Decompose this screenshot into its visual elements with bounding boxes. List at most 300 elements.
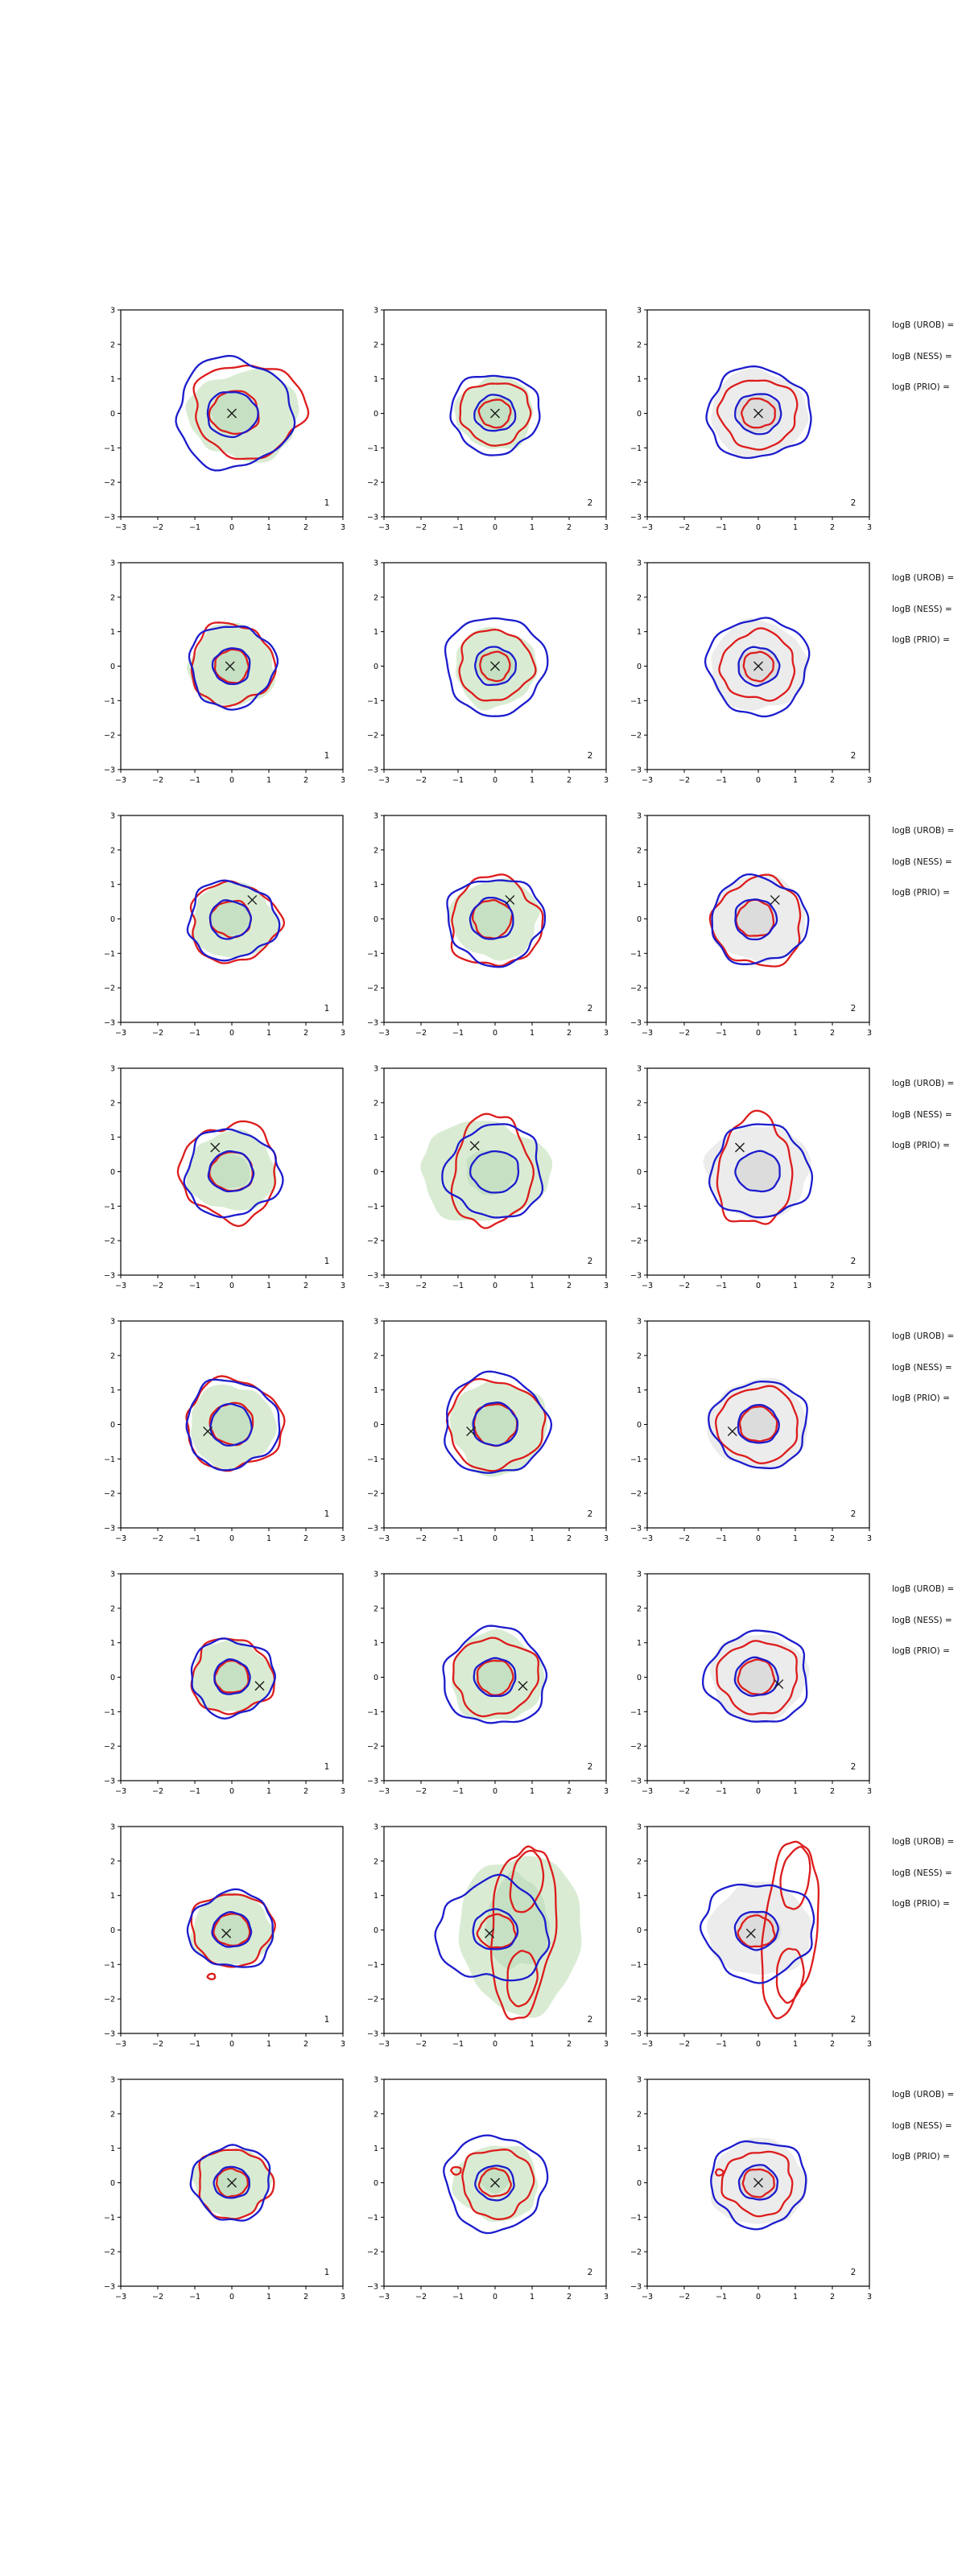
y-tick-label: −1 (103, 2213, 115, 2223)
x-tick-label: 0 (755, 1029, 762, 1038)
x-tick-label: −1 (452, 2040, 464, 2049)
y-tick-label: −2 (103, 2248, 115, 2257)
y-tick-label: 0 (636, 1168, 642, 1177)
y-tick-label: 3 (373, 1570, 378, 1579)
subplot-r3c2 (350, 809, 613, 1048)
y-tick-label: −1 (103, 1202, 115, 1212)
y-tick-label: 1 (636, 1386, 642, 1396)
x-tick-label: −3 (378, 776, 390, 785)
x-tick-label: −3 (114, 776, 127, 785)
x-tick-label: 3 (866, 2293, 873, 2301)
logB-annotation-row1-line3: logB (PRIO) = (892, 382, 950, 392)
logB-annotation-row4-line1: logB (UROB) = (892, 1079, 955, 1088)
logB-annotation-row8-line3: logB (PRIO) = (892, 2152, 950, 2161)
x-tick-label: −2 (678, 2040, 691, 2049)
x-tick-label: −1 (452, 1534, 464, 1543)
y-tick-label: 3 (109, 2075, 115, 2085)
y-tick-label: −1 (103, 696, 115, 706)
y-tick-label: 3 (636, 1064, 642, 1074)
x-tick-label: −2 (151, 1029, 164, 1038)
y-tick-label: −2 (366, 478, 378, 488)
x-tick-label: 3 (866, 776, 873, 785)
x-tick-label: 3 (340, 523, 346, 532)
subplot-r3c3 (613, 809, 876, 1048)
y-tick-label: −2 (366, 1742, 378, 1752)
x-tick-label: 3 (340, 2293, 346, 2301)
x-tick-label: −1 (715, 1534, 728, 1543)
x-tick-label: 2 (303, 2040, 309, 2049)
x-tick-label: −2 (151, 1787, 164, 1796)
y-tick-label: 3 (109, 306, 115, 316)
x-tick-label: −3 (378, 1534, 390, 1543)
x-tick-label: 0 (755, 1787, 762, 1796)
y-tick-label: 2 (636, 846, 642, 856)
y-tick-label: −2 (103, 1995, 115, 2004)
x-tick-label: 1 (266, 1029, 272, 1038)
x-tick-label: 2 (829, 1029, 836, 1038)
panel-index-label: 2 (850, 2268, 857, 2277)
y-tick-label: 2 (636, 1604, 642, 1614)
logB-annotation-row8-line1: logB (UROB) = (892, 2090, 955, 2099)
y-tick-label: −3 (103, 2029, 115, 2039)
y-tick-label: −2 (630, 1489, 642, 1499)
panel-index-label: 2 (587, 751, 593, 761)
x-tick-label: 2 (566, 1534, 572, 1543)
x-tick-label: −2 (415, 2293, 427, 2301)
x-tick-label: 3 (603, 1787, 609, 1796)
y-tick-label: 2 (109, 2110, 115, 2120)
y-tick-label: 2 (636, 1857, 642, 1867)
logB-annotation-row4-line3: logB (PRIO) = (892, 1141, 950, 1150)
y-tick-label: −1 (366, 1202, 378, 1212)
y-tick-label: −2 (366, 1995, 378, 2004)
x-tick-label: 2 (829, 776, 836, 785)
y-tick-label: 2 (373, 846, 378, 856)
y-tick-label: −3 (103, 766, 115, 775)
y-tick-label: 1 (373, 1133, 378, 1143)
x-tick-label: −1 (715, 1787, 728, 1796)
logB-annotation-row5-line2: logB (NESS) = (892, 1363, 952, 1373)
x-tick-label: 2 (566, 1787, 572, 1796)
x-tick-label: −3 (641, 1534, 654, 1543)
subplot-r4c3 (613, 1062, 876, 1301)
x-tick-label: 0 (755, 776, 762, 785)
x-tick-label: −1 (188, 1029, 201, 1038)
logB-annotation-row6-line2: logB (NESS) = (892, 1616, 952, 1625)
x-tick-label: 0 (755, 1534, 762, 1543)
x-tick-label: 3 (340, 1534, 346, 1543)
x-tick-label: 3 (866, 1534, 873, 1543)
subplot-r8c3 (613, 2073, 876, 2312)
x-tick-label: 0 (229, 2293, 235, 2301)
x-tick-label: −3 (378, 1029, 390, 1038)
logB-annotation-row5-line1: logB (UROB) = (892, 1331, 955, 1341)
x-tick-label: −1 (452, 1029, 464, 1038)
panel-index-label: 2 (587, 1004, 593, 1013)
subplot-r3c1 (87, 809, 349, 1048)
y-tick-label: −3 (630, 1524, 642, 1534)
y-tick-label: 0 (636, 1926, 642, 1935)
y-tick-label: 0 (109, 1421, 115, 1430)
y-tick-label: −1 (366, 444, 378, 453)
y-tick-label: 3 (373, 1317, 378, 1327)
y-tick-label: −3 (366, 1271, 378, 1281)
y-tick-label: 3 (636, 306, 642, 316)
x-tick-label: 3 (866, 523, 873, 532)
x-tick-label: 0 (755, 523, 762, 532)
logB-annotation-row4-line2: logB (NESS) = (892, 1110, 952, 1120)
x-tick-label: −3 (378, 1787, 390, 1796)
x-tick-label: 0 (229, 523, 235, 532)
x-tick-label: −2 (678, 2293, 691, 2301)
panel-index-label: 1 (324, 751, 330, 761)
x-tick-label: −3 (114, 2293, 127, 2301)
x-tick-label: 0 (492, 1534, 498, 1543)
y-tick-label: −2 (366, 2248, 378, 2257)
y-tick-label: 3 (636, 1317, 642, 1327)
x-tick-label: 3 (866, 1787, 873, 1796)
panel-index-label: 2 (850, 498, 857, 508)
x-tick-label: 3 (866, 1282, 873, 1290)
x-tick-label: 2 (303, 1029, 309, 1038)
x-tick-label: 2 (566, 2293, 572, 2301)
x-tick-label: 2 (829, 1282, 836, 1290)
y-tick-label: 2 (109, 1604, 115, 1614)
y-tick-label: 3 (636, 1823, 642, 1832)
y-tick-label: −3 (366, 513, 378, 522)
y-tick-label: −2 (103, 1742, 115, 1752)
y-tick-label: −3 (103, 1524, 115, 1534)
y-tick-label: −3 (103, 1271, 115, 1281)
panel-index-label: 2 (850, 1257, 857, 1266)
x-tick-label: 0 (492, 776, 498, 785)
x-tick-label: 3 (340, 1282, 346, 1290)
x-tick-label: 2 (829, 1787, 836, 1796)
x-tick-label: 1 (266, 2293, 272, 2301)
x-tick-label: 0 (492, 1787, 498, 1796)
x-tick-label: −1 (452, 2293, 464, 2301)
x-tick-label: 1 (792, 523, 799, 532)
logB-annotation-row2-line1: logB (UROB) = (892, 573, 955, 583)
y-tick-label: 2 (373, 1857, 378, 1867)
y-tick-label: 1 (373, 1386, 378, 1396)
logB-annotation-row7-line1: logB (UROB) = (892, 1837, 955, 1847)
x-tick-label: −2 (415, 523, 427, 532)
subplot-r8c2 (350, 2073, 613, 2312)
y-tick-label: 1 (373, 881, 378, 890)
x-tick-label: 3 (603, 1282, 609, 1290)
x-tick-label: −1 (715, 1282, 728, 1290)
y-tick-label: −1 (366, 696, 378, 706)
x-tick-label: 1 (792, 1029, 799, 1038)
x-tick-label: −1 (452, 523, 464, 532)
x-tick-label: 3 (603, 523, 609, 532)
y-tick-label: −2 (630, 1742, 642, 1752)
x-tick-label: −3 (641, 776, 654, 785)
y-tick-label: 1 (373, 2145, 378, 2154)
y-tick-label: −1 (630, 1202, 642, 1212)
x-tick-label: 0 (492, 523, 498, 532)
panel-index-label: 1 (324, 1004, 330, 1013)
x-tick-label: −3 (114, 523, 127, 532)
x-tick-label: −2 (678, 776, 691, 785)
x-tick-label: −3 (378, 2040, 390, 2049)
y-tick-label: 2 (373, 1352, 378, 1361)
y-tick-label: 2 (109, 1099, 115, 1108)
red-contour (208, 1974, 216, 1979)
y-tick-label: 0 (109, 663, 115, 671)
y-tick-label: −1 (103, 444, 115, 453)
y-tick-label: 0 (636, 663, 642, 671)
y-tick-label: 0 (636, 2179, 642, 2188)
x-tick-label: −3 (641, 1029, 654, 1038)
logB-annotation-row5-line3: logB (PRIO) = (892, 1393, 950, 1403)
y-tick-label: 0 (373, 1168, 378, 1177)
x-tick-label: 3 (603, 2040, 609, 2049)
y-tick-label: −2 (630, 731, 642, 741)
x-tick-label: 1 (792, 1787, 799, 1796)
y-tick-label: −3 (366, 1524, 378, 1534)
x-tick-label: 2 (303, 776, 309, 785)
y-tick-label: −2 (630, 2248, 642, 2257)
y-tick-label: 1 (373, 375, 378, 385)
x-tick-label: −3 (641, 1787, 654, 1796)
x-tick-label: −3 (378, 2293, 390, 2301)
y-tick-label: 1 (109, 2145, 115, 2154)
y-tick-label: −3 (630, 2029, 642, 2039)
y-tick-label: −2 (630, 1236, 642, 1246)
x-tick-label: 3 (340, 1787, 346, 1796)
y-tick-label: 2 (109, 593, 115, 603)
x-tick-label: −2 (415, 1534, 427, 1543)
x-tick-label: 2 (303, 2293, 309, 2301)
y-tick-label: 2 (373, 1099, 378, 1108)
y-tick-label: 3 (373, 559, 378, 568)
subplot-r6c1 (87, 1567, 349, 1806)
panel-index-label: 2 (587, 1762, 593, 1772)
x-tick-label: 3 (603, 1534, 609, 1543)
y-tick-label: 0 (373, 1926, 378, 1935)
x-tick-label: −2 (151, 2040, 164, 2049)
panel-index-label: 2 (587, 1509, 593, 1519)
y-tick-label: −1 (630, 1707, 642, 1717)
y-tick-label: 1 (109, 881, 115, 890)
x-tick-label: −2 (678, 523, 691, 532)
subplot-r7c3 (613, 1820, 876, 2059)
y-tick-label: −2 (366, 1236, 378, 1246)
logB-annotation-row8-line2: logB (NESS) = (892, 2121, 952, 2131)
x-tick-label: 3 (603, 776, 609, 785)
logB-annotation-row2-line3: logB (PRIO) = (892, 635, 950, 645)
x-tick-label: 2 (303, 1534, 309, 1543)
y-tick-label: −2 (103, 984, 115, 993)
x-tick-label: −3 (114, 2040, 127, 2049)
subplot-r1c3 (613, 303, 876, 543)
y-tick-label: −3 (630, 2282, 642, 2292)
y-tick-label: 3 (109, 1570, 115, 1579)
y-tick-label: −3 (366, 2282, 378, 2292)
x-tick-label: 0 (229, 1787, 235, 1796)
x-tick-label: 1 (792, 1534, 799, 1543)
y-tick-label: 0 (373, 915, 378, 924)
y-tick-label: −1 (366, 1960, 378, 1970)
y-tick-label: 2 (109, 1352, 115, 1361)
subplot-r7c1 (87, 1820, 349, 2059)
y-tick-label: −1 (103, 1707, 115, 1717)
subplot-r5c2 (350, 1315, 613, 1554)
y-tick-label: −2 (630, 1995, 642, 2004)
x-tick-label: 0 (755, 2040, 762, 2049)
x-tick-label: −2 (415, 776, 427, 785)
y-tick-label: −3 (630, 766, 642, 775)
subplot-r2c2 (350, 556, 613, 795)
x-tick-label: 2 (566, 1029, 572, 1038)
x-tick-label: 3 (340, 776, 346, 785)
x-tick-label: −1 (452, 1282, 464, 1290)
subplot-r7c2 (350, 1820, 613, 2059)
x-tick-label: −1 (452, 776, 464, 785)
y-tick-label: 2 (109, 341, 115, 350)
y-tick-label: −3 (103, 513, 115, 522)
y-tick-label: 2 (373, 341, 378, 350)
panel-index-label: 2 (850, 751, 857, 761)
y-tick-label: −3 (630, 1271, 642, 1281)
y-tick-label: 1 (373, 1639, 378, 1649)
y-tick-label: −2 (103, 1489, 115, 1499)
y-tick-label: 1 (109, 1133, 115, 1143)
x-tick-label: −1 (715, 523, 728, 532)
y-tick-label: 0 (636, 915, 642, 924)
y-tick-label: −3 (366, 766, 378, 775)
x-tick-label: 1 (529, 776, 535, 785)
y-tick-label: 2 (636, 1099, 642, 1108)
panel-index-label: 1 (324, 1762, 330, 1772)
x-tick-label: 1 (792, 2040, 799, 2049)
subplot-r1c1 (87, 303, 349, 543)
x-tick-label: 0 (229, 1282, 235, 1290)
x-tick-label: 1 (792, 776, 799, 785)
x-tick-label: −1 (715, 776, 728, 785)
x-tick-label: −1 (452, 1787, 464, 1796)
logB-annotation-row3-line1: logB (UROB) = (892, 826, 955, 836)
subplot-r5c3 (613, 1315, 876, 1554)
y-tick-label: 0 (636, 1674, 642, 1682)
y-tick-label: −1 (630, 2213, 642, 2223)
x-tick-label: −1 (715, 2040, 728, 2049)
x-tick-label: −3 (114, 1534, 127, 1543)
y-tick-label: 0 (109, 1674, 115, 1682)
x-tick-label: −3 (114, 1029, 127, 1038)
panel-index-label: 2 (850, 1762, 857, 1772)
x-tick-label: −2 (678, 1787, 691, 1796)
x-tick-label: −2 (151, 1534, 164, 1543)
x-tick-label: −1 (188, 1534, 201, 1543)
x-tick-label: −2 (415, 2040, 427, 2049)
y-tick-label: −3 (366, 1018, 378, 1028)
x-tick-label: 1 (529, 2293, 535, 2301)
x-tick-label: 0 (755, 1282, 762, 1290)
y-tick-label: 0 (109, 1168, 115, 1177)
y-tick-label: −1 (366, 1455, 378, 1464)
x-tick-label: 2 (829, 1534, 836, 1543)
x-tick-label: 1 (529, 1029, 535, 1038)
x-tick-label: 1 (266, 523, 272, 532)
subplot-r4c2 (350, 1062, 613, 1301)
y-tick-label: 2 (636, 1352, 642, 1361)
y-tick-label: 3 (109, 1317, 115, 1327)
logB-annotation-row6-line3: logB (PRIO) = (892, 1646, 950, 1656)
logB-annotation-row7-line2: logB (NESS) = (892, 1868, 952, 1878)
x-tick-label: −3 (114, 1282, 127, 1290)
y-tick-label: 1 (636, 2145, 642, 2154)
x-tick-label: −3 (378, 1282, 390, 1290)
y-tick-label: −1 (630, 1960, 642, 1970)
x-tick-label: −2 (415, 1787, 427, 1796)
x-tick-label: −3 (378, 523, 390, 532)
x-tick-label: 1 (266, 1282, 272, 1290)
y-tick-label: −2 (366, 984, 378, 993)
y-tick-label: −1 (366, 1707, 378, 1717)
x-tick-label: −3 (641, 1282, 654, 1290)
logB-annotation-row3-line2: logB (NESS) = (892, 857, 952, 867)
y-tick-label: −1 (630, 1455, 642, 1464)
y-tick-label: 3 (636, 811, 642, 821)
x-tick-label: 2 (303, 523, 309, 532)
x-tick-label: 0 (492, 1029, 498, 1038)
y-tick-label: −1 (366, 2213, 378, 2223)
x-tick-label: 0 (229, 1534, 235, 1543)
subplot-r2c3 (613, 556, 876, 795)
y-tick-label: −1 (630, 696, 642, 706)
x-tick-label: 2 (829, 523, 836, 532)
y-tick-label: −1 (103, 949, 115, 959)
x-tick-label: 2 (566, 776, 572, 785)
y-tick-label: 1 (109, 1892, 115, 1901)
x-tick-label: −2 (678, 1029, 691, 1038)
y-tick-label: 0 (373, 1674, 378, 1682)
y-tick-label: 2 (109, 1857, 115, 1867)
y-tick-label: −1 (366, 949, 378, 959)
x-tick-label: 2 (566, 1282, 572, 1290)
x-tick-label: −3 (114, 1787, 127, 1796)
y-tick-label: 1 (373, 1892, 378, 1901)
y-tick-label: −3 (630, 1777, 642, 1786)
x-tick-label: 3 (603, 1029, 609, 1038)
y-tick-label: 3 (373, 306, 378, 316)
x-tick-label: 1 (266, 776, 272, 785)
logB-annotation-row3-line3: logB (PRIO) = (892, 888, 950, 898)
logB-annotation-row7-line3: logB (PRIO) = (892, 1899, 950, 1909)
y-tick-label: 2 (373, 2110, 378, 2120)
x-tick-label: 2 (829, 2293, 836, 2301)
y-tick-label: −2 (103, 1236, 115, 1246)
x-tick-label: −1 (188, 1282, 201, 1290)
x-tick-label: −2 (151, 523, 164, 532)
y-tick-label: −1 (103, 1960, 115, 1970)
y-tick-label: 2 (636, 2110, 642, 2120)
x-tick-label: 3 (340, 2040, 346, 2049)
y-tick-label: −1 (103, 1455, 115, 1464)
y-tick-label: 3 (109, 559, 115, 568)
y-tick-label: −3 (366, 1777, 378, 1786)
y-tick-label: −3 (103, 1018, 115, 1028)
logB-annotation-row1-line1: logB (UROB) = (892, 320, 955, 330)
y-tick-label: −3 (630, 513, 642, 522)
y-tick-label: 3 (109, 811, 115, 821)
y-tick-label: −2 (366, 731, 378, 741)
x-tick-label: 1 (266, 1787, 272, 1796)
y-tick-label: 0 (109, 2179, 115, 2188)
